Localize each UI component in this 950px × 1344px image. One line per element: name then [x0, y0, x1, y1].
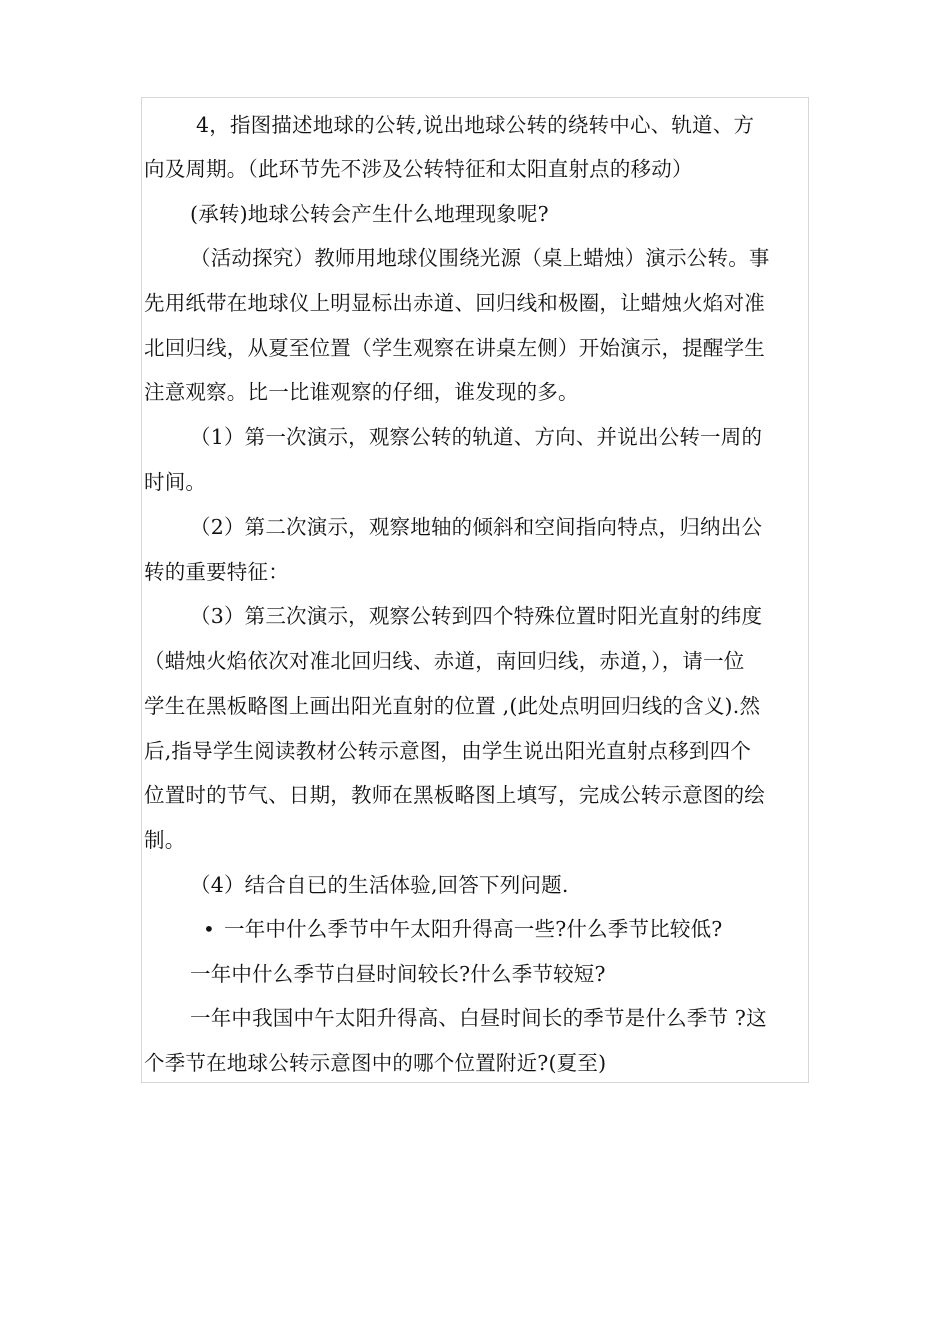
paragraph-line: 后,指导学生阅读教材公转示意图，由学生说出阳光直射点移到四个 — [144, 739, 752, 763]
paragraph-line: 先用纸带在地球仪上明显标出赤道、回归线和极圈，让蜡烛火焰对准 — [144, 291, 765, 315]
paragraph-line: （2）第二次演示，观察地轴的倾斜和空间指向特点，归纳出公 — [190, 515, 763, 539]
paragraph-line: 向及周期。（此环节先不涉及公转特征和太阳直射点的移动） — [144, 157, 693, 181]
bullet-item: 一年中什么季节中午太阳升得高一些?什么季节比较低? — [224, 917, 723, 941]
paragraph-line: (承转)地球公转会产生什么地理现象呢? — [190, 202, 549, 226]
paragraph-line: 制。 — [144, 828, 186, 852]
paragraph-line: （1）第一次演示，观察公转的轨道、方向、并说出公转一周的 — [190, 425, 763, 449]
paragraph-line: 个季节在地球公转示意图中的哪个位置附近?(夏至) — [144, 1051, 607, 1075]
paragraph-line: 位置时的节气、日期，教师在黑板略图上填写，完成公转示意图的绘 — [144, 783, 765, 807]
paragraph-line: 学生在黑板略图上画出阳光直射的位置 ,(此处点明回归线的含义).然 — [144, 694, 761, 718]
paragraph-line: 一年中我国中午太阳升得高、白昼时间长的季节是什么季节 ?这 — [190, 1006, 767, 1030]
paragraph-line: （3）第三次演示，观察公转到四个特殊位置时阳光直射的纬度 — [190, 604, 763, 628]
paragraph-line: 转的重要特征： — [144, 560, 289, 584]
paragraph-line: （活动探究）教师用地球仪围绕光源（桌上蜡烛）演示公转。事 — [190, 246, 770, 270]
paragraph-line: 北回归线，从夏至位置（学生观察在讲桌左侧）开始演示，提醒学生 — [144, 336, 765, 360]
paragraph-line: 4，指图描述地球的公转,说出地球公转的绕转中心、轨道、方 — [196, 113, 755, 137]
bullet-icon: • — [203, 917, 215, 941]
paragraph-line: 一年中什么季节白昼时间较长?什么季节较短? — [190, 962, 606, 986]
paragraph-line: （4）结合自已的生活体验,回答下列问题. — [190, 873, 569, 897]
paragraph-line: 注意观察。比一比谁观察的仔细，谁发现的多。 — [144, 380, 579, 404]
paragraph-line: （蜡烛火焰依次对准北回归线、赤道，南回归线，赤道，），请一位 — [144, 649, 745, 673]
paragraph-line: 时间。 — [144, 470, 207, 494]
